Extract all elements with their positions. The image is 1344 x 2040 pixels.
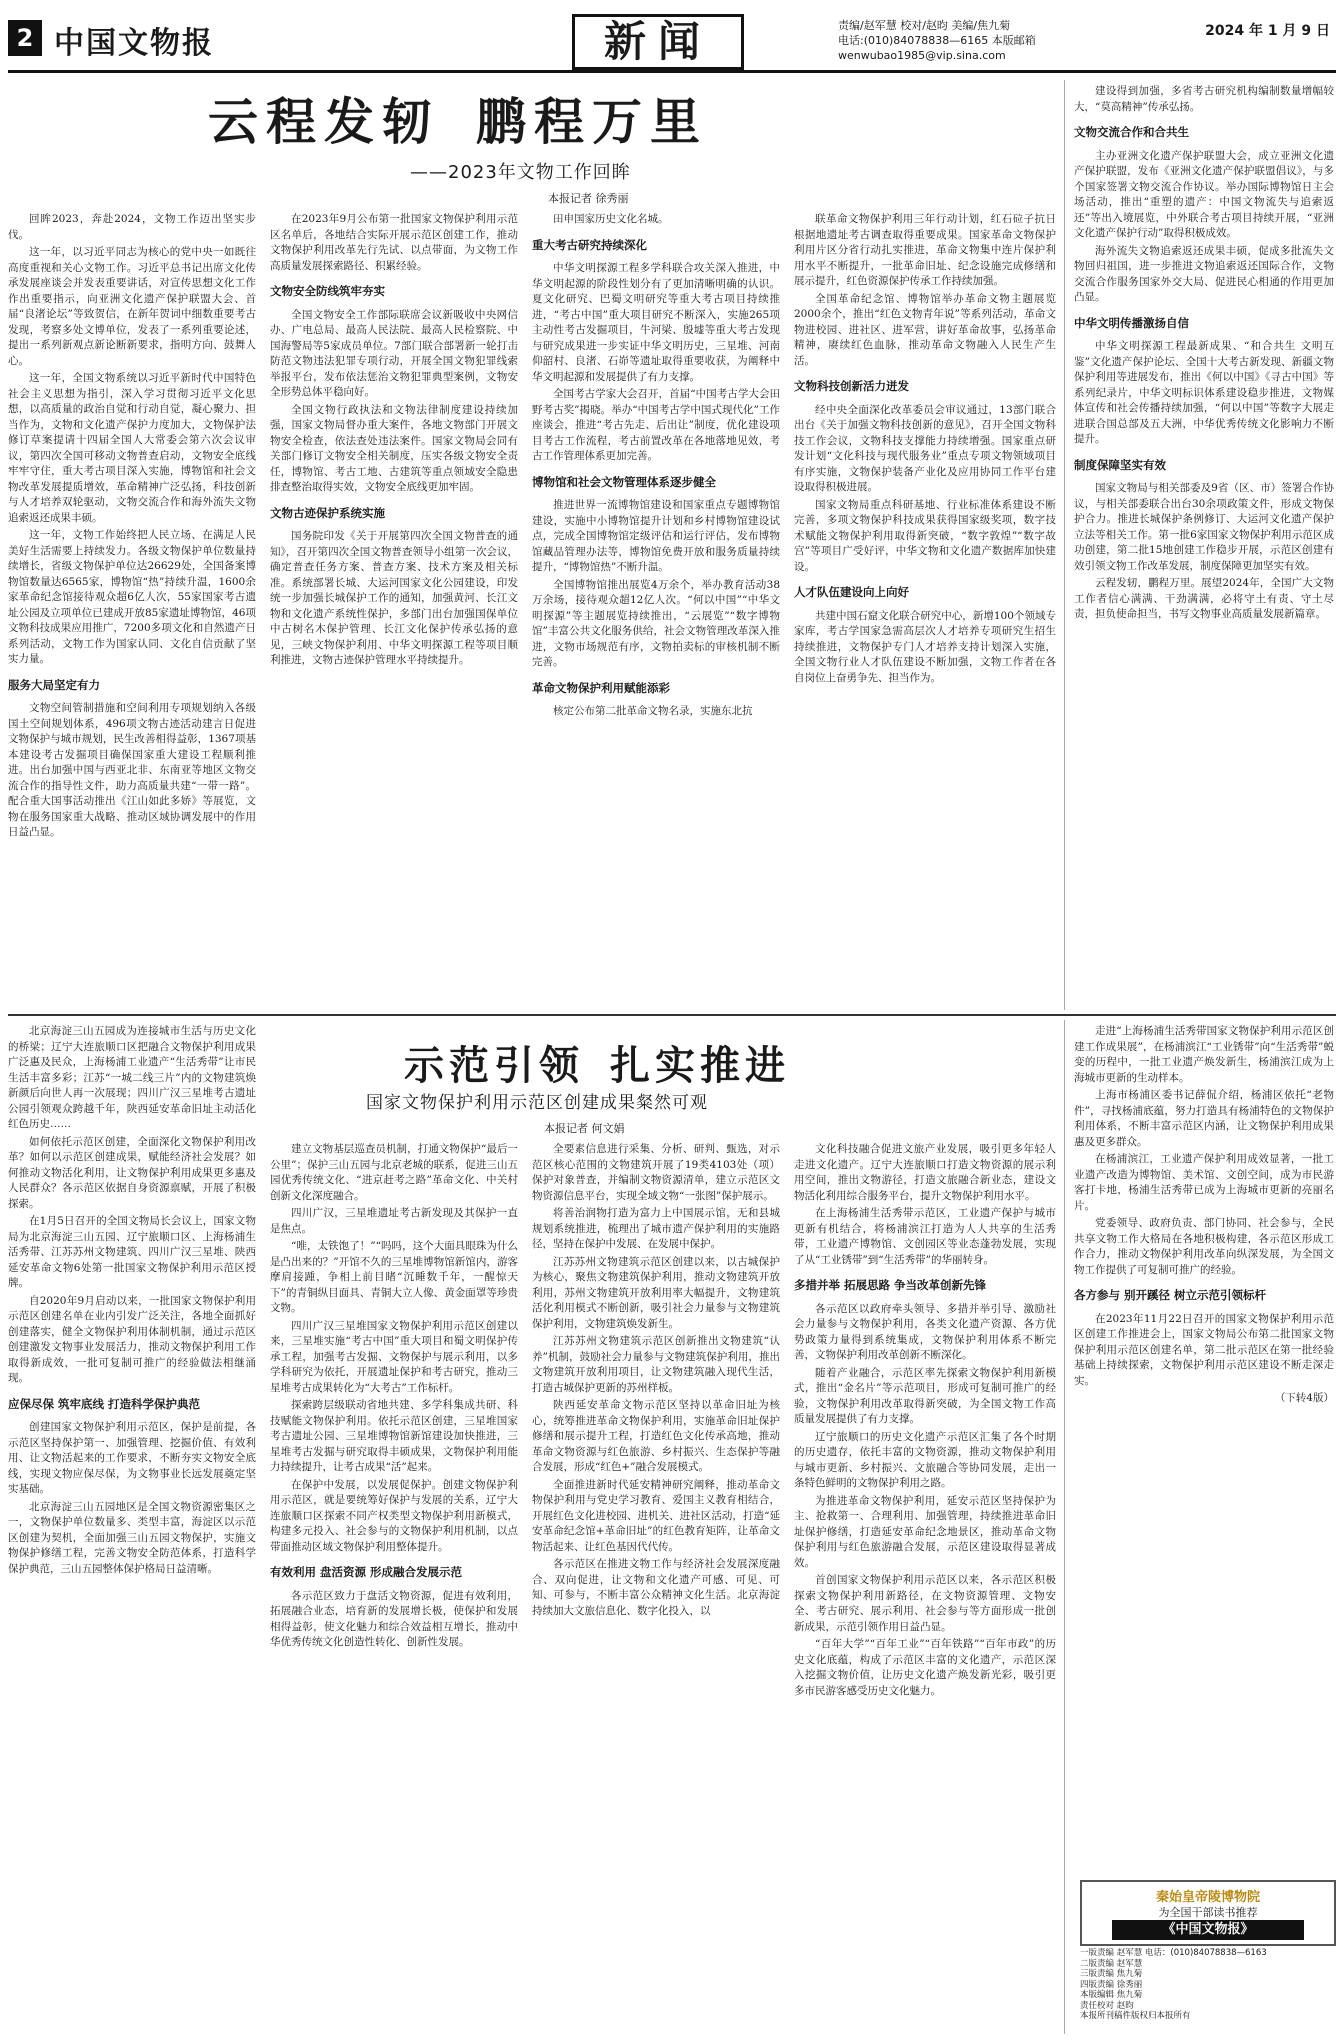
paragraph: 在保护中发展，以发展促保护。创建文物保护利用示范区，就是要统筹好保护与发展的关系，辽宁大连旅顺口区探索不同产权类型文物保护利用新模式，构建多元投入、社会参与的文物保护利用机制，以点带面推动区域文物保护利用整体提升。: [270, 1478, 518, 1553]
paragraph: 如何依托示范区创建，全面深化文物保护利用改革？如何以示范区创建成果，赋能经济社会发展？如何推动文物活化利用，让文物保护利用成果更多惠及人民群众？各示范区依据自身资源禀赋，开展了积极探索。: [8, 1135, 256, 1210]
paragraph: 全要素信息进行采集、分析、研判、甄选，对示范区核心范围的文物建筑开展了19类4103处（项）保护对象普查，并编制文物资源清单，建立示范区文物资源信息平台，实现全域文物“一张图”保护展示。: [532, 1143, 780, 1202]
article2-headline-part1: 示范引领: [404, 1042, 584, 1089]
staff-line: 四版责编 徐秀丽: [1080, 1979, 1143, 1990]
paragraph: 北京海淀三山五园成为连接城市生活与历史文化的桥梁；辽宁大连旅顺口区把融合文物保护利用成果广泛惠及民众，上海杨浦工业遗产“生活秀带”让市民生活丰富多彩；江苏“一城二线三片”内的文物建筑焕新颜后向世人再一次展现；四川广汉三星堆考古遗址公园引领观众跨越千年，陕西延安革命旧址主动活化红色历史……: [8, 1025, 256, 1130]
paragraph: 这一年，全国文物系统以习近平新时代中国特色社会主义思想为指引，深入学习贯彻习近平文化思想，以高质量的政治自觉和行动自觉，凝心聚力、担当作为，文物和文化遗产保护力度加大，文物保护法修订草案提请十四届全国人大常委会第六次会议审议，第四次全国可移动文物普查启动，文物安全底线牢牢守住，重大考古项目深入实施，博物馆和社会文物改革发展提质增效，革命精神广泛弘扬，科技创新与人才培养双轮驱动，文物交流合作和海外流失文物追索返还成果丰硕。: [8, 372, 256, 524]
paragraph: 在1月5日召开的全国文物局长会议上，国家文物局为北京海淀三山五园、辽宁旅顺口区、上海杨浦生活秀带、江苏苏州文物建筑、四川广汉三星堆、陕西延安革命文物6处第一批国家文物保护利用示范区授牌。: [8, 1215, 256, 1289]
paragraph: 走进“上海杨浦生活秀带国家文物保护利用示范区创建工作成果展”，在杨浦滨江“工业锈带”向“生活秀带”蜕变的历程中，一批工业遗产焕发新生，杨浦滨江成为上海城市更新的生动样本。: [1074, 1025, 1334, 1084]
paragraph: 推进世界一流博物馆建设和国家重点专题博物馆建设，实施中小博物馆提升计划和乡村博物馆建设试点，完成全国博物馆定级评估和运行评估，发布博物馆藏品管理办法等，博物馆免费开放和服务质量持续提升，“博物馆热”不断升温。: [532, 499, 780, 573]
paragraph: 主办亚洲文化遗产保护联盟大会，成立亚洲文化遗产保护联盟，发布《亚洲文化遗产保护联盟倡议》，与多个国家签署文物交流合作协议。举办国际博物馆日主会场活动，推出“重塑的遗产：中国文物流失与追索返还”等出入境展览，中外联合考古项目持续开展，“亚洲文化遗产保护行动”取得积极成效。: [1074, 149, 1334, 239]
article1-column-3: [532, 212, 780, 1002]
paragraph: 田申国家历史文化名城。: [553, 213, 669, 225]
article2-column-3: [532, 1142, 780, 2034]
article1-column-2: [270, 212, 518, 1002]
column-divider: [1064, 80, 1065, 1010]
paragraph: 江苏苏州文物建筑示范区创建以来，以古城保护为核心，聚焦文物建筑保护利用，推动文物建筑开放利用，苏州文物建筑开放利用率大幅提升，文物建筑活化利用模式不断创新，吸引社会力量参与文物建筑保护利用，文物建筑焕发新生。: [532, 1255, 780, 1330]
paragraph: 文化科技融合促进文旅产业发展，吸引更多年轻人走进文化遗产。辽宁大连旅顺口打造文物资源的展示利用空间，推出文物游径，打造文旅融合新业态，建设文物活化利用综合服务平台，提升文物保护利用水平。: [794, 1143, 1056, 1202]
paragraph: 上海市杨浦区委书记薛侃介绍，杨浦区依托“老物件”，寻找杨浦底蕴，努力打造具有杨浦特色的文物保护利用体系，不断丰富示范区内涵，让文物保护利用成果惠及更多群众。: [1074, 1089, 1334, 1148]
paragraph: 各示范区以政府牵头领导、多措并举引导、激励社会力量参与文物保护利用，各类文化遗产资源、各方优势政策力量得到系统集成，文物保护利用体系不断完善，文物保护利用改革创新不断深化。: [794, 1302, 1056, 1361]
paragraph: 随着产业融合，示范区率先探索文物保护利用新模式，推出“金名片”等示范项目，形成可复制可推广的经验，文物保护利用改革取得新突破，为全国文物工作高质量发展提供了有力支撑。: [794, 1366, 1056, 1425]
paragraph: 陕西延安革命文物示范区坚持以革命旧址为核心，统筹推进革命文物保护利用，实施革命旧址保护修缮和展示提升工程，打造红色文化传承高地，推动革命文物资源与红色旅游、乡村振兴、生态保护等融合发展，形成“红色+”融合发展模式。: [532, 1399, 780, 1473]
staff-line: 本报所刊稿件版权归本报所有: [1080, 2011, 1191, 2021]
paragraph: 各示范区在推进文物工作与经济社会发展深度融合、双向促进，让文物和文化遗产可感、可见、可知、可参与，不断丰富公众精神文化生活。北京海淀持续加大文旅信息化、数字化投入，以: [532, 1558, 780, 1617]
staff-line: 本版编辑 焦九菊: [1080, 1990, 1143, 2000]
paragraph: 全国文物行政执法和文物法律制度建设持续加强，国家文物局督办重大案件，各地文物部门开展文物安全检查，依法查处违法案件。国家文物局会同有关部门修订文物安全相关制度，压实各级文物安全责任，博物馆、考古工地、古建筑等重点领域安全隐患排查整治取得实效，文物安全底线更加牢固。: [270, 403, 518, 493]
editors-info: [838, 18, 1138, 63]
paragraph: 创建国家文物保护利用示范区，保护是前提，各示范区坚持保护第一、加强管理、挖掘价值、有效利用、让文物活起来的工作要求，不断夯实文物安全底线，实现文物应保尽保，为文物事业长远发展奠定坚实基础。: [8, 1421, 256, 1495]
paragraph: 国家文物局重点科研基地、行业标准体系建设不断完善，多项文物保护科技成果获得国家级奖项，数字技术赋能文物保护利用取得新突破，“数字敦煌”“数字故宫”等项目广受好评，中华文物和文化遗产数据库加快建设。: [794, 498, 1056, 573]
section-subheading: 重大考古研究持续深化: [532, 237, 647, 252]
article1-headline: [208, 82, 744, 154]
staff-box: [1080, 1948, 1332, 2034]
article2-column-2: [270, 1142, 518, 2034]
article1-column-1: [8, 212, 256, 1002]
section-subheading: 各方参与 别开蹊径 树立示范引领标杆: [1074, 1288, 1267, 1302]
section-subheading: 文物安全防线筑牢夯实: [270, 284, 385, 298]
article1-subtitle: ——2023年文物工作回眸: [410, 162, 631, 183]
paragraph: 这一年，以习近平同志为核心的党中央一如既往高度重视和关心文物工作。习近平总书记出席文化传承发展座谈会并发表重要讲话，对宣传思想文化工作作出重要指示，向亚洲文化遗产保护联盟大会、首届“良渚论坛”等致贺信，在新年贺词中细数重要考古发现，考察多处文博单位，发表了一系列重要论述，提出一系列新观点新论断新要求，指明方向、鼓舞人心。: [8, 246, 256, 367]
paragraph: 四川广汉，三星堆遗址考古新发现及其保护一直是焦点。: [270, 1207, 518, 1235]
section-subheading: 博物馆和社会文物管理体系逐步健全: [532, 474, 716, 489]
paragraph: 全国文物安全工作部际联席会议新吸收中央网信办、广电总局、最高人民法院、最高人民检察院、中国海警局等5家成员单位。7部门联合部署新一轮打击防范文物违法犯罪专项行动，开展全国文物犯罪线索举报平台，发布依法惩治文物犯罪典型案例，文物安全形势总体平稳向好。: [270, 308, 518, 398]
ad-paper-name: 《中国文物报》: [1112, 1920, 1304, 1940]
paragraph: 将善治润物打造为富力上中国展示馆，无和县城规划系统推进，梳理出了城市遗产保护利用的实施路径，坚持在保护中发展、在发展中保护。: [532, 1207, 780, 1250]
section-title: 新闻: [572, 14, 744, 70]
staff-line: 二版责编 赵军慧: [1080, 1958, 1143, 1969]
paragraph: 四川广汉三星堆国家文物保护利用示范区创建以来，三星堆实施“考古中国”重大项目和蜀文明保护传承工程，加强考古发掘、文物保护与展示利用，以多学科研究为依托，开展遗址保护和考古研究，推动三星堆考古成果转化为“大考古”工作标杆。: [270, 1319, 518, 1394]
paragraph: 全国革命纪念馆、博物馆举办革命文物主题展览2000余个，推出“红色文物青年说”等系列活动，革命文物进校园、进社区、进军营，讲好革命故事，弘扬革命精神，赓续红色血脉，推动革命文物融入人民生产生活。: [794, 292, 1056, 367]
paragraph: 在杨浦滨江，工业遗产保护利用成效显著，一批工业遗产改造为博物馆、美术馆、文创空间，成为市民游客打卡地，杨浦生活秀带已成为上海城市更新的亮丽名片。: [1074, 1153, 1334, 1212]
masthead-rule: [8, 70, 1336, 73]
paragraph: 联革命文物保护利用三年行动计划，红石砬子抗日根据地遗址考古调查取得重要成果。国家革命文物保护利用片区分省行动扎实推进，革命文物集中连片保护利用水平不断提升，一批革命旧址、纪念设施完成修缮和展示提升，红色资源保护传承工作持续加强。: [794, 213, 1056, 287]
contact-line: 电话:(010)84078838—6165 本版邮箱 wenwubao1985@vip.sina.com: [838, 34, 1036, 62]
paragraph: 全国博物馆推出展览4万余个，举办教育活动38万余场，接待观众超12亿人次。“何以中国”“中华文明探源”等主题展览持续推出，“云展览”“数字博物馆”丰富公共文化服务供给，社会文物管理改革深入推进，文物市场规范有序，文物拍卖标的审核机制不断完善。: [532, 578, 780, 668]
page-number: 2: [8, 20, 42, 56]
section-subheading: 应保尽保 筑牢底线 打造科学保护典范: [8, 1396, 201, 1411]
article2-subtitle: 国家文物保护利用示范区创建成果粲然可观: [366, 1093, 708, 1113]
paragraph: 北京海淀三山五园地区是全国文物资源密集区之一，文物保护单位数量多、类型丰富，海淀区以示范区创建为契机，全面加强三山五园文物保护，实施文物保护修缮工程，完善文物安全防范体系，打造科学保护典范，三山五园整体保护格局日益清晰。: [8, 1500, 256, 1575]
paragraph: 中华文明探源工程多学科联合攻关深入推进，中华文明起源的阶段性划分有了更加清晰明确的认识。夏文化研究、巴蜀文明研究等重大考古项目持续推进，“考古中国”重大项目研究不断深入，实施265项主动性考古发掘项目，牛河梁、殷墟等重大考古发现与研究成果进一步实证中华文明历史，三星堆、河南仰韶村、良渚、石峁等遗址取得重要收获，为阐释中华文明起源和发展提供了有力支撑。: [532, 262, 780, 383]
column-divider: [1064, 1020, 1065, 2034]
article2-byline: 本报记者 何文娟: [544, 1122, 625, 1135]
article2-headline-part2: 扎实推进: [610, 1042, 790, 1089]
staff-line: 一版责编 赵军慧 电话：(010)84078838—6163: [1080, 1948, 1267, 1958]
section-subheading: 文物交流合作和合共生: [1074, 125, 1189, 139]
paper-name: 中国文物报: [54, 26, 214, 61]
section-subheading: 文物科技创新活力迸发: [794, 379, 909, 393]
paragraph: 国务院印发《关于开展第四次全国文物普查的通知》，召开第四次全国文物普查领导小组第一次会议，确定普查任务方案、普查方案、技术方案及相关标准。系统部署长城、大运河国家文化公园建设，印发统一步加强长城保护工作的通知，加强黄河、长江文物和文化遗产系统性保护，多部门出台加强国保单位中古树名木保护管理、长江文化保护传承弘扬的意见，三峡文物保护利用、中华文明探源工程等项目顺利推进，文物古迹保护管理水平持续提升。: [270, 530, 518, 666]
section-subheading: 革命文物保护利用赋能添彩: [532, 680, 670, 695]
staff-line: 三版责编 焦九菊: [1080, 1969, 1143, 1979]
paragraph: 共建中国石窟文化联合研究中心，新增100个领域专家库，考古学国家急需高层次人才培养专项研究生招生持续推进，文物保护专门人才培养支持计划深入实施，全国文物行业人才队伍建设不断加强，文物工作者在各自岗位上奋勇争先、担当作为。: [794, 609, 1056, 684]
paragraph: 建立文物基层巡查员机制，打通文物保护“最后一公里”；保护三山五园与北京老城的联系，促进三山五园优秀传统文化、“进京赶考之路”革命文化、中关村创新文化深度融合。: [270, 1143, 518, 1202]
paragraph: 回眸2023，奔赴2024，文物工作迈出坚实步伐。: [8, 213, 256, 241]
article2-headline: [404, 1034, 816, 1091]
ad-recommend-line: 为全国干部读书推荐: [1158, 1906, 1258, 1919]
paragraph: 建设得到加强，多省考古研究机构编制数量增幅较大，“莫高精神”传承弘扬。: [1074, 85, 1334, 113]
paragraph: 经中央全面深化改革委员会审议通过，13部门联合出台《关于加强文物科技创新的意见》，召开全国文物科技工作会议，文物科技支撑能力持续增强。国家重点研发计划“文化科技与现代服务业”重点专项文物领域项目有序实施，文物保护装备产业化及应用协同工作平台建设取得积极进展。: [794, 403, 1056, 493]
paragraph: 探索跨层级联动省地共建、多学科集成共研、科技赋能文物保护利用。依托示范区创建，三星堆国家考古遗址公园、三星堆博物馆新馆建设加快推进，三星堆考古发掘与研究取得丰硕成果，文物保护利用能力持续提升，让考古成果“活”起来。: [270, 1399, 518, 1473]
paragraph: 文物空间管制措施和空间利用专项规划纳入各级国土空间规划体系，496项文物古迹活动建言日促进文物保护与城市规划，民生改善相得益彰，1367项基本建设考古发掘项目确保国家重大建设工程顺利推进。出台加强中国与西亚北非、东南亚等地区文物交流合作的指导性文件，助力高质量共建“一带一路”。配合重大国事活动推出《江山如此多娇》等展览，文物在服务国家重大战略、推动区域协调发展中的作用日益凸显。: [8, 702, 256, 838]
section-subheading: 有效利用 盘活资源 形成融合发展示范: [270, 1565, 463, 1579]
section-subheading: 制度保障坚实有效: [1074, 457, 1166, 472]
article1-headline-part2: 鹏程万里: [476, 92, 708, 151]
continuation-note: （下转4版）: [1274, 1392, 1334, 1404]
paragraph: 核定公布第二批革命文物名录，实施东北抗: [553, 705, 753, 717]
paragraph: “唯，太铁饱了！”“吗吗，这个大面具眼珠为什么是凸出来的？”开馆不久的三星堆博物馆新馆内，游客摩肩接踵，争相上前目睹“沉睡数千年，一醒惊天下”的青铜纵目面具、青铜大立人像、黄金面罩等珍贵文物。: [270, 1240, 518, 1314]
paragraph: 首创国家文物保护利用示范区以来，各示范区积极探索文物保护利用新路径，在文物资源管理、文物安全、考古研究、展示利用、社会参与等方面形成一批创新成果，示范引领作用日益凸显。: [794, 1574, 1056, 1633]
article1-byline: 本报记者 徐秀丽: [548, 192, 629, 205]
paragraph: 在2023年9月公布第一批国家文物保护利用示范区名单后，各地结合实际开展示范区创建工作，推动文物保护利用改革先行先试、以点带面，为文物工作高质量发展探索路径、积累经验。: [270, 213, 518, 272]
paragraph: “百年大学”“百年工业”“百年铁路”“百年市政”的历史文化底蕴，构成了示范区丰富的文化遗产，示范区深入挖掘文物价值，让历史文化遗产焕发新光彩，吸引更多市民游客感受历史文化魅力。: [794, 1638, 1056, 1697]
article2-column-4: [794, 1142, 1056, 2034]
paragraph: 海外流失文物追索返还成果丰硕，促成多批流失文物回归祖国，进一步推进文物追索返还国际合作，文物交流合作服务国家外交大局、促进民心相通的作用更加凸显。: [1074, 244, 1334, 303]
article2-column-1: [8, 1024, 256, 2034]
article1-column-5: [1074, 84, 1334, 1002]
paragraph: 在2023年11月22日召开的国家文物保护利用示范区创建工作推进会上，国家文物局公布第二批国家文物保护利用示范区创建名单，第二批示范区在第一批经验基础上持续探索，文物保护利用示范区建设不断走深走实。: [1074, 1312, 1334, 1387]
section-subheading: 服务大局坚定有力: [8, 677, 100, 692]
paragraph: 国家文物局与相关部委及9省（区、市）签署合作协议，与相关部委联合出台30余项政策文件，形成文物保护合力。推进长城保护条例修订、大运河文化遗产保护立法等相关工作。第一批6家国家文物保护利用示范区成功创建，第二批15地创建工作稳步开展，示范区创建有效引领文物工作改革发展，制度保障更加坚实有效。: [1074, 482, 1334, 572]
paragraph: 这一年，文物工作始终把人民立场、在满足人民美好生活需要上持续发力。各级文物保护单位数量持续增长，省级文物保护单位达26629处，全国备案博物馆数量达6565家，博物馆“热”持续升温，1600余家革命纪念馆接待观众超6亿人次，55家国家考古遗址公园及立项单位已建成开放85家遗址博物馆，46项文物科技成果应用推广，7200多项文化和自然遗产日系列活动，文物工作为国家认同、文化自信贡献了坚实力量。: [8, 529, 256, 665]
paragraph: 全面推进新时代延安精神研究阐释，推动革命文物保护利用与党史学习教育、爱国主义教育相结合，开展红色文化进校园、进机关、进社区活动，打造“延安革命纪念馆+革命旧址”的红色教育矩阵，让革命文物活起来、让红色基因代代传。: [532, 1478, 780, 1553]
masthead: [8, 12, 1338, 66]
ad-museum-name: 秦始皇帝陵博物院: [1155, 1890, 1260, 1905]
paragraph: 党委领导、政府负责、部门协同、社会参与，全民共享文物工作大格局在各地积极构建，各示范区形成工作合力，推动文物保护利用改革向纵深发展，为全国文物工作提供了可复制可推广的经验。: [1074, 1217, 1334, 1276]
issue-date: 2024 年 1 月 9 日: [1205, 23, 1330, 39]
paragraph: 自2020年9月启动以来，一批国家文物保护利用示范区创建名单在业内引发广泛关注，各地全面抓好创建落实，健全文物保护利用体制机制，通过示范区创建激发文物事业发展活力，推动文物保护利用工作取得新成效，一批可复制可推广的经验做法相继涌现。: [8, 1294, 256, 1384]
article1-headline-part1: 云程发轫: [208, 92, 440, 151]
paragraph: 辽宁旅顺口的历史文化遗产示范区汇集了各个时期的历史遗存，依托丰富的文物资源，推动文物保护利用与城市更新、乡村振兴、文旅融合等协同发展，走出一条特色鲜明的文物保护利用之路。: [794, 1430, 1056, 1489]
section-subheading: 中华文明传播激扬自信: [1074, 315, 1189, 330]
advertisement-box: [1080, 1880, 1336, 1946]
paragraph: 云程发轫，鹏程万里。展望2024年，全国广大文物工作者信心满满、干劲满满，必将守土有责、守土尽责，担负使命担当，书写文物事业高质量发展新篇章。: [1074, 577, 1334, 620]
staff-line: 责任校对 赵昀: [1080, 2000, 1134, 2011]
paragraph: 在上海杨浦生活秀带示范区，工业遗产保护与城市更新有机结合，将杨浦滨江打造为人人共享的生活秀带，工业遗产博物馆、文创园区等业态蓬勃发展，实现了从“工业锈带”到“生活秀带”的华丽转身。: [794, 1207, 1056, 1266]
section-subheading: 文物古迹保护系统实施: [270, 505, 385, 520]
article1-column-4: [794, 212, 1056, 1002]
paragraph: 江苏苏州文物建筑示范区创新推出文物建筑“认养”机制，鼓励社会力量参与文物建筑保护利用，推出文物建筑开放利用项目，让文物建筑融入现代生活，打造古城保护更新的苏州样板。: [532, 1335, 780, 1394]
section-subheading: 人才队伍建设向上向好: [794, 585, 909, 599]
section-subheading: 多措并举 拓展思路 争当改革创新先锋: [794, 1278, 987, 1292]
paragraph: 全国考古学家大会召开，首届“中国考古学大会田野考古奖”揭晓。举办“中国考古学中国式现代化”工作座谈会，推进“考古先走、后出让”制度，优化建设项目考古工作流程，考古前置改革在各地落地见效，考古工作管理体系更加完善。: [532, 388, 780, 462]
paragraph: 中华文明探源工程最新成果、“和合共生 文明互鉴”文化遗产保护论坛、全国十大考古新发现、新疆文物保护利用等进展发布，推出《何以中国》《寻古中国》等系列纪录片，中华文明标识体系建设稳步推进，文物媒体宣传和社会传播持续加强，“何以中国”等数字大展走进联合国总部及五大洲，中华优秀传统文化影响力不断提升。: [1074, 340, 1334, 445]
paragraph: 为推进革命文物保护利用，延安示范区坚持保护为主、抢救第一、合理利用、加强管理，持续推进革命旧址保护修缮，打造延安革命纪念地景区，推动革命文物保护利用与红色旅游融合发展，示范区建设取得显著成效。: [794, 1494, 1056, 1569]
paragraph: 各示范区致力于盘活文物资源，促进有效利用，拓展融合业态，培育新的发展增长极，使保护和发展相得益彰，使文化魅力和综合效益相互增长，推动中华优秀传统文化创造性转化、创新性发展。: [270, 1589, 518, 1648]
editors-line: 责编/赵军慧 校对/赵昀 美编/焦九菊: [838, 19, 1011, 32]
article-divider: [8, 1014, 1336, 1016]
article2-column-5: [1074, 1024, 1334, 1874]
